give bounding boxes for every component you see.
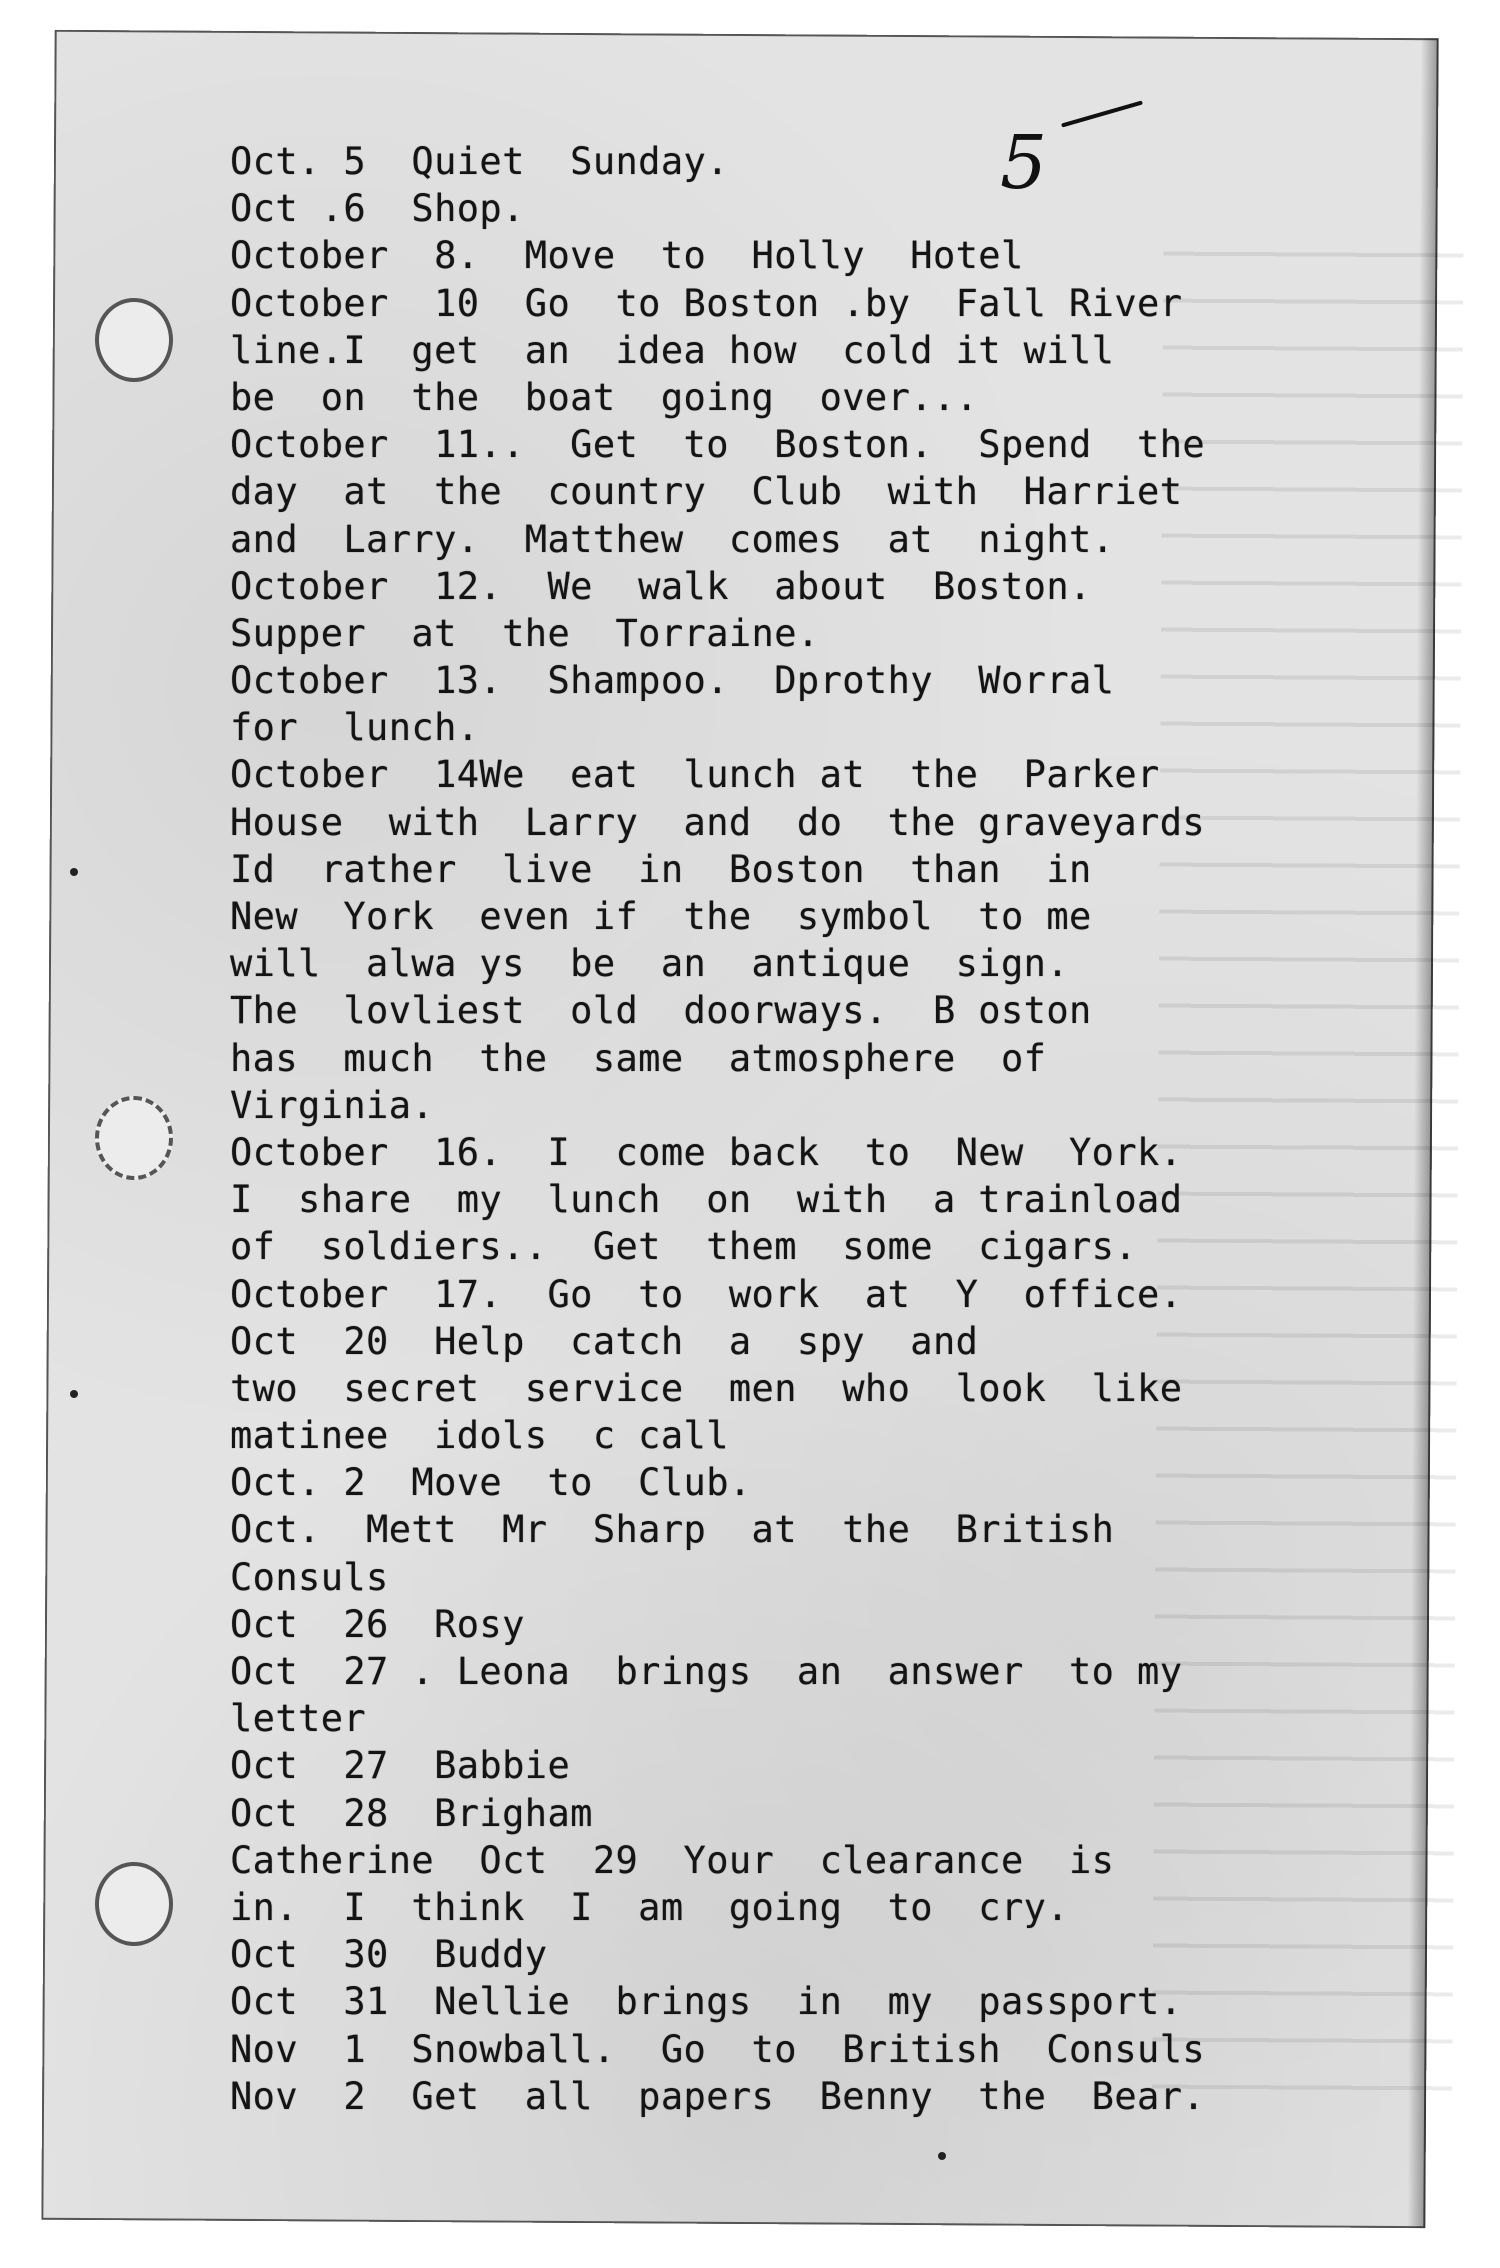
diary-line: Oct 20 Help catch a spy and: [230, 1319, 979, 1363]
speck: [938, 2152, 946, 2160]
diary-line: letter: [230, 1697, 367, 1741]
diary-line: Oct 28 Brigham: [230, 1791, 593, 1835]
diary-line: October 14We eat lunch at the Parker: [230, 753, 1160, 797]
diary-line: two secret service men who look like: [230, 1366, 1183, 1410]
diary-line: Nov 1 Snowball. Go to British Consuls: [230, 2027, 1206, 2071]
diary-line: New York even if the symbol to me: [230, 895, 1092, 938]
diary-line: Oct 27 . Leona brings an answer to my: [230, 1650, 1183, 1693]
diary-line: October 12. We walk about Boston.: [230, 564, 1092, 608]
diary-line: be on the boat going over...: [230, 375, 979, 419]
diary-entries: [230, 138, 1205, 2120]
diary-line: October 13. Shampoo. Dprothy Worral: [230, 659, 1115, 703]
diary-line: and Larry. Matthew comes at night.: [230, 517, 1115, 561]
diary-line: October 11.. Get to Boston. Spend the: [230, 423, 1206, 467]
diary-line: Oct .6 Shop.: [230, 187, 525, 231]
speck: [70, 868, 78, 876]
diary-line: Oct 31 Nellie brings in my passport.: [230, 1980, 1183, 2024]
diary-line: Consuls: [230, 1555, 389, 1599]
diary-line: Nov 2 Get all papers Benny the Bear.: [230, 2074, 1206, 2118]
diary-line: I share my lunch on with a trainload: [230, 1178, 1183, 1222]
diary-line: in. I think I am going to cry.: [230, 1885, 1070, 1929]
diary-line: October 10 Go to Boston .by Fall River: [230, 281, 1183, 325]
diary-line: Oct 27 Babbie: [230, 1744, 571, 1788]
diary-line: Oct. 5 Quiet Sunday.: [230, 140, 729, 183]
diary-line: October 8. Move to Holly Hotel: [230, 234, 1024, 278]
diary-line: day at the country Club with Harriet: [230, 470, 1183, 514]
diary-line: line.I get an idea how cold it will: [230, 328, 1115, 372]
diary-line: Oct 26 Rosy: [230, 1602, 525, 1646]
punch-hole: [95, 1862, 173, 1946]
diary-line: will alwa ys be an antique sign.: [230, 942, 1070, 986]
diary-line: of soldiers.. Get them some cigars.: [230, 1225, 1138, 1269]
diary-line: October 17. Go to work at Y office.: [230, 1272, 1183, 1316]
speck: [70, 1390, 78, 1398]
diary-line: Oct 30 Buddy: [230, 1933, 548, 1977]
punch-hole: [95, 1096, 173, 1180]
diary-line: Oct. Mett Mr Sharp at the British: [230, 1508, 1115, 1552]
diary-line: House with Larry and do the graveyards: [230, 800, 1206, 844]
diary-line: October 16. I come back to New York.: [230, 1130, 1183, 1174]
diary-line: Supper at the Torraine.: [230, 611, 820, 655]
punch-hole: [95, 298, 173, 382]
diary-line: has much the same atmosphere of: [230, 1036, 1047, 1080]
diary-line: The lovliest old doorways. B oston: [230, 989, 1092, 1033]
diary-line: Id rather live in Boston than in: [230, 847, 1092, 891]
diary-line: for lunch.: [230, 706, 480, 750]
handwritten-page-number: 5: [1000, 120, 1048, 206]
diary-line: matinee idols c call: [230, 1414, 729, 1458]
diary-line: Catherine Oct 29 Your clearance is: [230, 1838, 1115, 1882]
diary-line: Oct. 2 Move to Club.: [230, 1461, 752, 1505]
diary-line: Virginia.: [230, 1083, 435, 1127]
